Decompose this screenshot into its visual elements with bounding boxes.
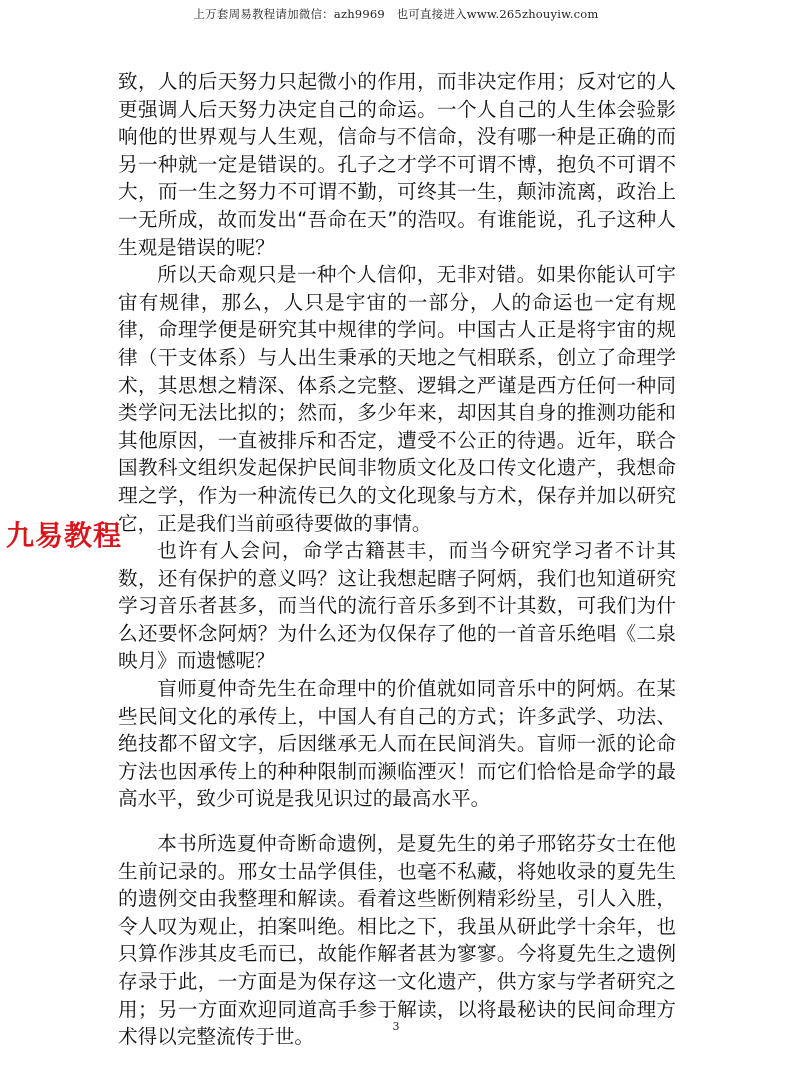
paragraph-3: 也许有人会问，命学古籍甚丰，而当今研究学习者不计其数，还有保护的意义吗？这让我想起瞎子阿炳，我们也知道研究学习音乐者甚多，而当代的流行音乐多到不计其数，可我们为什么还要怀念阿炳？为什么还为仅保存了他的一首音乐绝唱《二泉映月》而遗憾呢？ <box>118 539 676 673</box>
paragraph-2: 所以天命观只是一种个人信仰，无非对错。如果你能认可宇宙有规律，那么，人只是宇宙的一部分，人的命运也一定有规律，命理学便是研究其中规律的学问。中国古人正是将宇宙的规律（干支体系）与人出生秉承的天地之气相联系，创立了命理学术，其思想之精深、体系之完整、逻辑之严谨是西方任何一种同类学问无法比拟的；然而，多少年来，却因其自身的推测功能和其他原因，一直被排斥和否定，遭受不公正的待遇。近年，联合国教科文组织发起保护民间非物质文化及口传文化遗产，我想命理之学，作为一种流传已久的文化现象与方术，保存并加以研究它，正是我们当前亟待要做的事情。 <box>118 263 676 535</box>
document-body <box>118 68 676 1051</box>
watermark-logo: 九易教程 <box>6 519 123 552</box>
paragraph-4: 盲师夏仲奇先生在命理中的价值就如同音乐中的阿炳。在某些民间文化的承传上，中国人有自己的方式；许多武学、功法、绝技都不留文字，后因继承无人而在民间消失。盲师一派的论命方法也因承传上的种种限制而濒临湮灭！而它们恰恰是命学的最高水平，致少可说是我见识过的最高水平。 <box>118 677 676 811</box>
header-note: 上万套周易教程请加微信：azh9969 也可直接进入www.265zhouyiw.com <box>193 7 599 21</box>
paragraph-1: 致，人的后天努力只起微小的作用，而非决定作用；反对它的人更强调人后天努力决定自己的命运。一个人自己的人生体会验影响他的世界观与人生观，信命与不信命，没有哪一种是正确的而另一种就一定是错误的。孔子之才学不可谓不博，抱负不可谓不大，而一生之努力不可谓不勤，可终其一生，颠沛流离，政治上一无所成，故而发出“吾命在天”的浩叹。有谁能说，孔子这种人生观是错误的呢？ <box>118 70 676 259</box>
page-number: 3 <box>392 1020 400 1033</box>
paragraph-5: 本书所选夏仲奇断命遗例，是夏先生的弟子邢铭芬女士在他生前记录的。邢女士品学俱佳，也毫不私藏，将她收录的夏先生的遗例交由我整理和解读。看着这些断例精彩纷呈，引人入胜，令人叹为观止，拍案叫绝。相比之下，我虽从研此学十余年，也只算作涉其皮毛而已，故能作解者甚为寥寥。今将夏先生之遗例存录于此，一方面是为保存这一文化遗产，供方家与学者研究之用；另一方面欢迎同道高手参于解读，以将最秘诀的民间命理方术得以完整流传于世。 <box>118 832 676 1049</box>
